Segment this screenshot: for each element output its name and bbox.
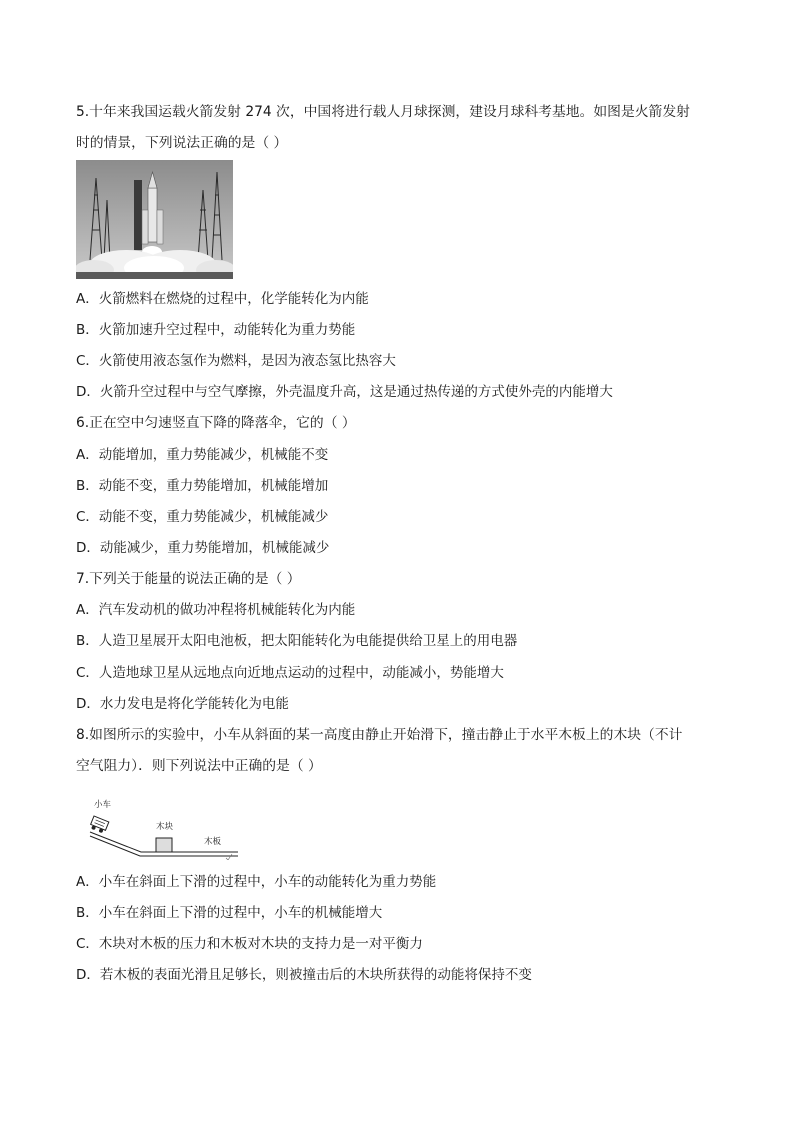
q6-option-b: B．动能不变，重力势能增加，机械能增加 <box>76 478 329 494</box>
q6-option-c: C．动能不变，重力势能减少，机械能减少 <box>76 509 329 525</box>
q7-option-a: A．汽车发动机的做功冲程将机械能转化为内能 <box>76 602 356 618</box>
wood-block-shape <box>156 838 172 852</box>
q8-option-b: B．小车在斜面上下滑的过程中，小车的机械能增大 <box>76 905 383 921</box>
q6-option-d: D．动能减少，重力势能增加，机械能减少 <box>76 540 330 556</box>
q8-stem-line2: 空气阻力）．则下列说法中正确的是（ ） <box>76 758 322 774</box>
q5-option-b: B．火箭加速升空过程中，动能转化为重力势能 <box>76 322 356 338</box>
q8-option-c: C．木块对木板的压力和木板对木块的支持力是一对平衡力 <box>76 936 423 952</box>
q5-option-a: A．火箭燃料在燃烧的过程中，化学能转化为内能 <box>76 291 369 307</box>
q7-option-c: C．人造地球卫星从远地点向近地点运动的过程中，动能减小，势能增大 <box>76 665 504 681</box>
q8-option-d: D．若木板的表面光滑且足够长，则被撞击后的木块所获得的动能将保持不变 <box>76 967 532 983</box>
q5-option-d: D．火箭升空过程中与空气摩擦，外壳温度升高，这是通过热传递的方式使外壳的内能增大 <box>76 384 613 400</box>
q8-stem-line1: 8.如图所示的实验中，小车从斜面的某一高度由静止开始滑下，撞击静止于水平木板上的木块（不计 <box>76 727 683 743</box>
q7-stem: 7.下列关于能量的说法正确的是（ ） <box>76 571 301 587</box>
cart-shape <box>89 816 109 834</box>
q7-option-d: D．水力发电是将化学能转化为电能 <box>76 696 289 712</box>
label-board: 木板 <box>204 837 222 847</box>
q5-stem-line1: 5.十年来我国运载火箭发射 274 次，中国将进行载人月球探测，建设月球科考基地。如图是火箭发射 <box>76 104 690 120</box>
q6-option-a: A．动能增加，重力势能减少，机械能不变 <box>76 447 329 463</box>
q5-stem-line2: 时的情景，下列说法正确的是（ ） <box>76 135 288 151</box>
label-block: 木块 <box>156 822 174 832</box>
label-car: 小车 <box>94 800 112 810</box>
rocket-launch-photo <box>76 160 233 279</box>
q8-option-a: A．小车在斜面上下滑的过程中，小车的动能转化为重力势能 <box>76 874 437 890</box>
q6-stem: 6.正在空中匀速竖直下降的降落伞，它的（ ） <box>76 415 356 431</box>
q7-option-b: B．人造卫星展开太阳电池板，把太阳能转化为电能提供给卫星上的用电器 <box>76 633 518 649</box>
q5-option-c: C．火箭使用液态氢作为燃料，是因为液态氢比热容大 <box>76 353 396 369</box>
incline-experiment-diagram <box>88 798 248 860</box>
